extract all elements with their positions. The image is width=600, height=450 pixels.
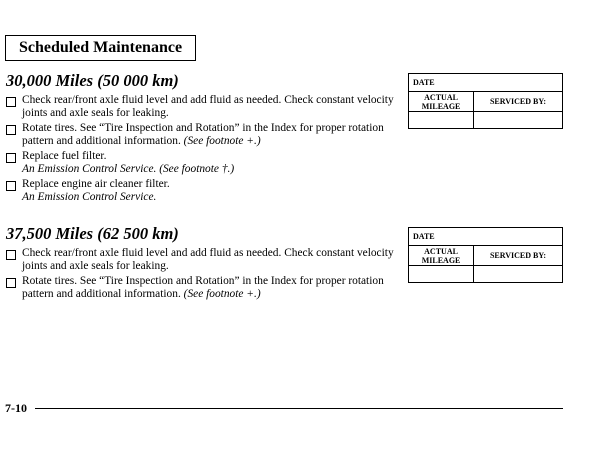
mileage-entry-cell[interactable] xyxy=(409,112,474,129)
maintenance-section-37500 xyxy=(6,224,396,303)
checkbox[interactable] xyxy=(6,97,16,107)
service-record-table xyxy=(408,73,563,129)
item-note: (See footnote +.) xyxy=(183,288,261,300)
page-number: 7-10 xyxy=(5,401,27,415)
service-record-table xyxy=(408,227,563,283)
serviced-by-entry-cell[interactable] xyxy=(474,266,563,283)
mileage-label[interactable]: ACTUAL MILEAGE xyxy=(409,92,474,112)
item-text: Replace fuel filter. xyxy=(22,150,107,162)
serviced-by-label[interactable]: SERVICED BY: xyxy=(474,246,563,266)
item-note: An Emission Control Service. xyxy=(22,191,157,203)
mileage-label[interactable]: ACTUAL MILEAGE xyxy=(409,246,474,266)
section-heading: 30,000 Miles (50 000 km) xyxy=(6,71,179,90)
item-note: An Emission Control Service. (See footnote †.) xyxy=(22,163,235,175)
item-text: Rotate tires. See “Tire Inspection and Rotation” in the Index for proper rotation pattern and additional information. xyxy=(22,275,384,300)
date-label[interactable]: DATE xyxy=(409,74,563,92)
item-text: Check rear/front axle fluid level and add fluid as needed. Check constant velocity joints and axle seals for leaking. xyxy=(22,94,394,119)
checkbox[interactable] xyxy=(6,181,16,191)
list-item xyxy=(6,178,396,204)
date-label[interactable]: DATE xyxy=(409,228,563,246)
item-text: Rotate tires. See “Tire Inspection and Rotation” in the Index for proper rotation pattern and additional information. xyxy=(22,122,384,147)
item-note: (See footnote +.) xyxy=(183,135,261,147)
footer-rule xyxy=(35,408,563,409)
item-text: Check rear/front axle fluid level and add fluid as needed. Check constant velocity joints and axle seals for leaking. xyxy=(22,247,394,272)
checkbox[interactable] xyxy=(6,278,16,288)
list-item xyxy=(6,150,396,176)
list-item xyxy=(6,247,396,273)
item-text: Replace engine air cleaner filter. xyxy=(22,178,170,190)
list-item xyxy=(6,275,396,301)
checkbox[interactable] xyxy=(6,153,16,163)
mileage-entry-cell[interactable] xyxy=(409,266,474,283)
serviced-by-label[interactable]: SERVICED BY: xyxy=(474,92,563,112)
section-heading: 37,500 Miles (62 500 km) xyxy=(6,224,179,243)
serviced-by-entry-cell[interactable] xyxy=(474,112,563,129)
checkbox[interactable] xyxy=(6,250,16,260)
list-item xyxy=(6,122,396,148)
list-item xyxy=(6,94,396,120)
page-title: Scheduled Maintenance xyxy=(5,35,196,61)
maintenance-section-30000 xyxy=(6,71,396,206)
checkbox[interactable] xyxy=(6,125,16,135)
